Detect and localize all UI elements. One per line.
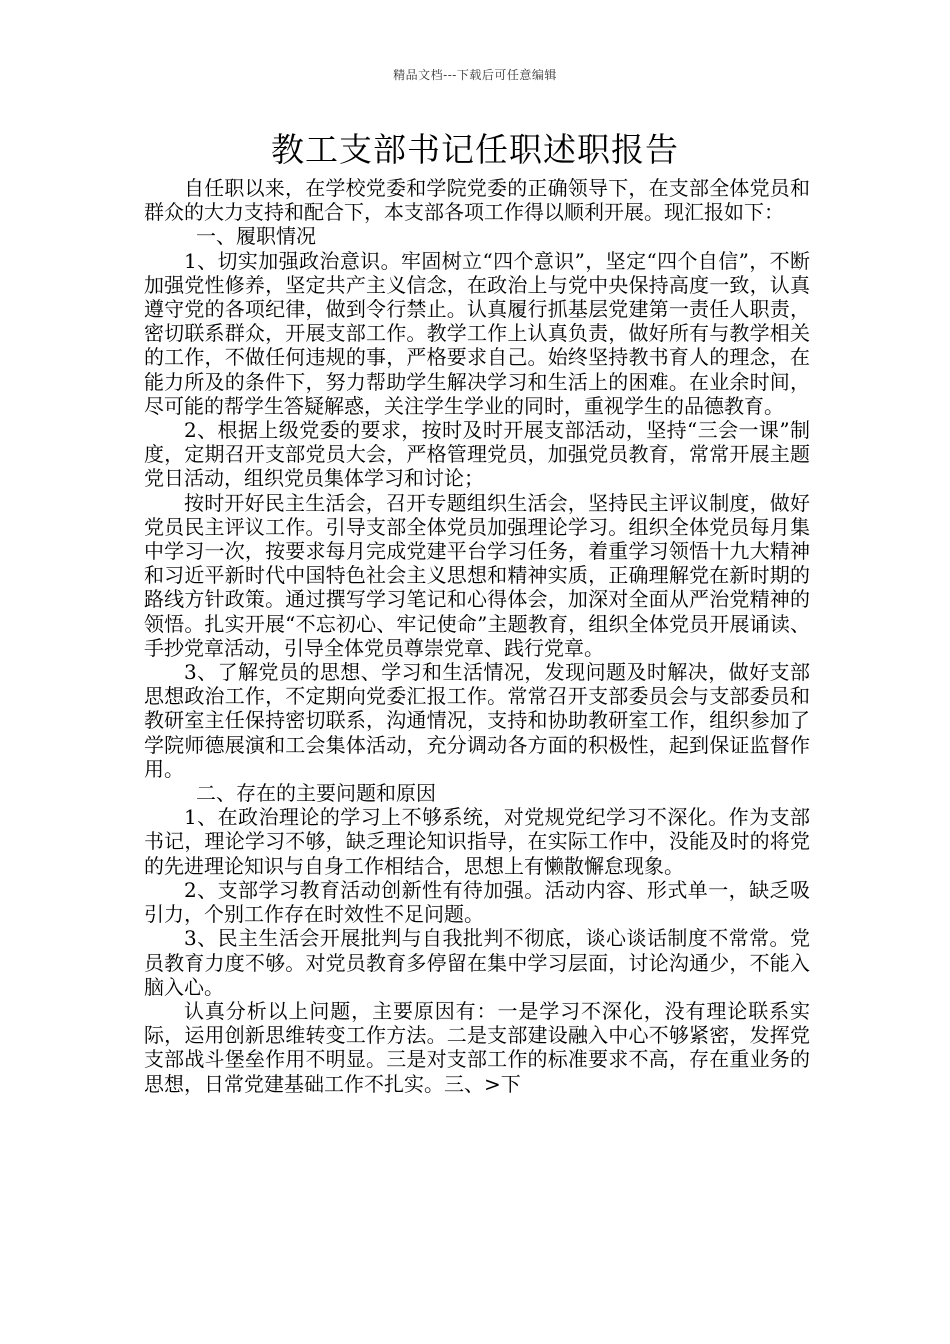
body-paragraph: 认真分析以上问题，主要原因有：一是学习不深化，没有理论联系实际，运用创新思维转变工作方法。二是支部建设融入中心不够紧密，发挥党支部战斗堡垒作用不明显。三是对支部工作的标准要求不高，存在重业务的思想，日常党建基础工作不扎实。三、>下	[144, 998, 810, 1096]
document-title: 教工支部书记任职述职报告	[271, 130, 679, 169]
document-body	[144, 176, 810, 1096]
body-paragraph: 1、切实加强政治意识。牢固树立“四个意识”，坚定“四个自信”，不断加强党性修养，坚定共产主义信念，在政治上与党中央保持高度一致，认真遵守党的各项纪律，做到令行禁止。认真履行抓基层党建第一责任人职责，密切联系群众，开展支部工作。教学工作上认真负责，做好所有与教学相关的工作，不做任何违规的事，严格要求自己。始终坚持教书育人的理念，在能力所及的条件下，努力帮助学生解决学习和生活上的困难。在业余时间，尽可能的帮学生答疑解惑，关注学生学业的同时，重视学生的品德教育。	[144, 248, 810, 418]
section-heading: 二、存在的主要问题和原因	[196, 781, 436, 806]
body-paragraph: 2、根据上级党委的要求，按时及时开展支部活动，坚持“三会一课”制度，定期召开支部党员大会，严格管理党员，加强党员教育，常常开展主题党日活动，组织党员集体学习和讨论；	[144, 418, 810, 491]
body-paragraph: 3、民主生活会开展批判与自我批判不彻底，谈心谈话制度不常常。党员教育力度不够。对党员教育多停留在集中学习层面，讨论沟通少，不能入脑入心。	[144, 926, 810, 999]
section-heading: 一、履职情况	[196, 224, 316, 249]
intro-paragraph: 自任职以来，在学校党委和学院党委的正确领导下，在支部全体党员和群众的大力支持和配合下，本支部各项工作得以顺利开展。现汇报如下：	[144, 176, 810, 225]
body-paragraph: 3、了解党员的思想、学习和生活情况，发现问题及时解决，做好支部思想政治工作，不定期向党委汇报工作。常常召开支部委员会与支部委员和教研室主任保持密切联系，沟通情况，支持和协助教研室工作，组织参加了学院师德展演和工会集体活动，充分调动各方面的积极性，起到保证监督作用。	[144, 660, 810, 781]
body-paragraph: 1、在政治理论的学习上不够系统，对党规党纪学习不深化。作为支部书记，理论学习不够，缺乏理论知识指导，在实际工作中，没能及时的将党的先进理论知识与自身工作相结合，思想上有懒散懈怠现象。	[144, 805, 810, 878]
header-note: 精品文档---下载后可任意编辑	[393, 68, 557, 82]
body-paragraph: 2、支部学习教育活动创新性有待加强。活动内容、形式单一，缺乏吸引力，个别工作存在时效性不足问题。	[144, 877, 810, 927]
body-paragraph: 按时开好民主生活会，召开专题组织生活会，坚持民主评议制度，做好党员民主评议工作。引导支部全体党员加强理论学习。组织全体党员每月集中学习一次，按要求每月完成党建平台学习任务，着重学习领悟十九大精神和习近平新时代中国特色社会主义思想和精神实质，正确理解党在新时期的路线方针政策。通过撰写学习笔记和心得体会，加深对全面从严治党精神的领悟。扎实开展“不忘初心、牢记使命”主题教育，组织全体党员开展诵读、手抄党章活动，引导全体党员尊崇党章、践行党章。	[144, 490, 810, 660]
